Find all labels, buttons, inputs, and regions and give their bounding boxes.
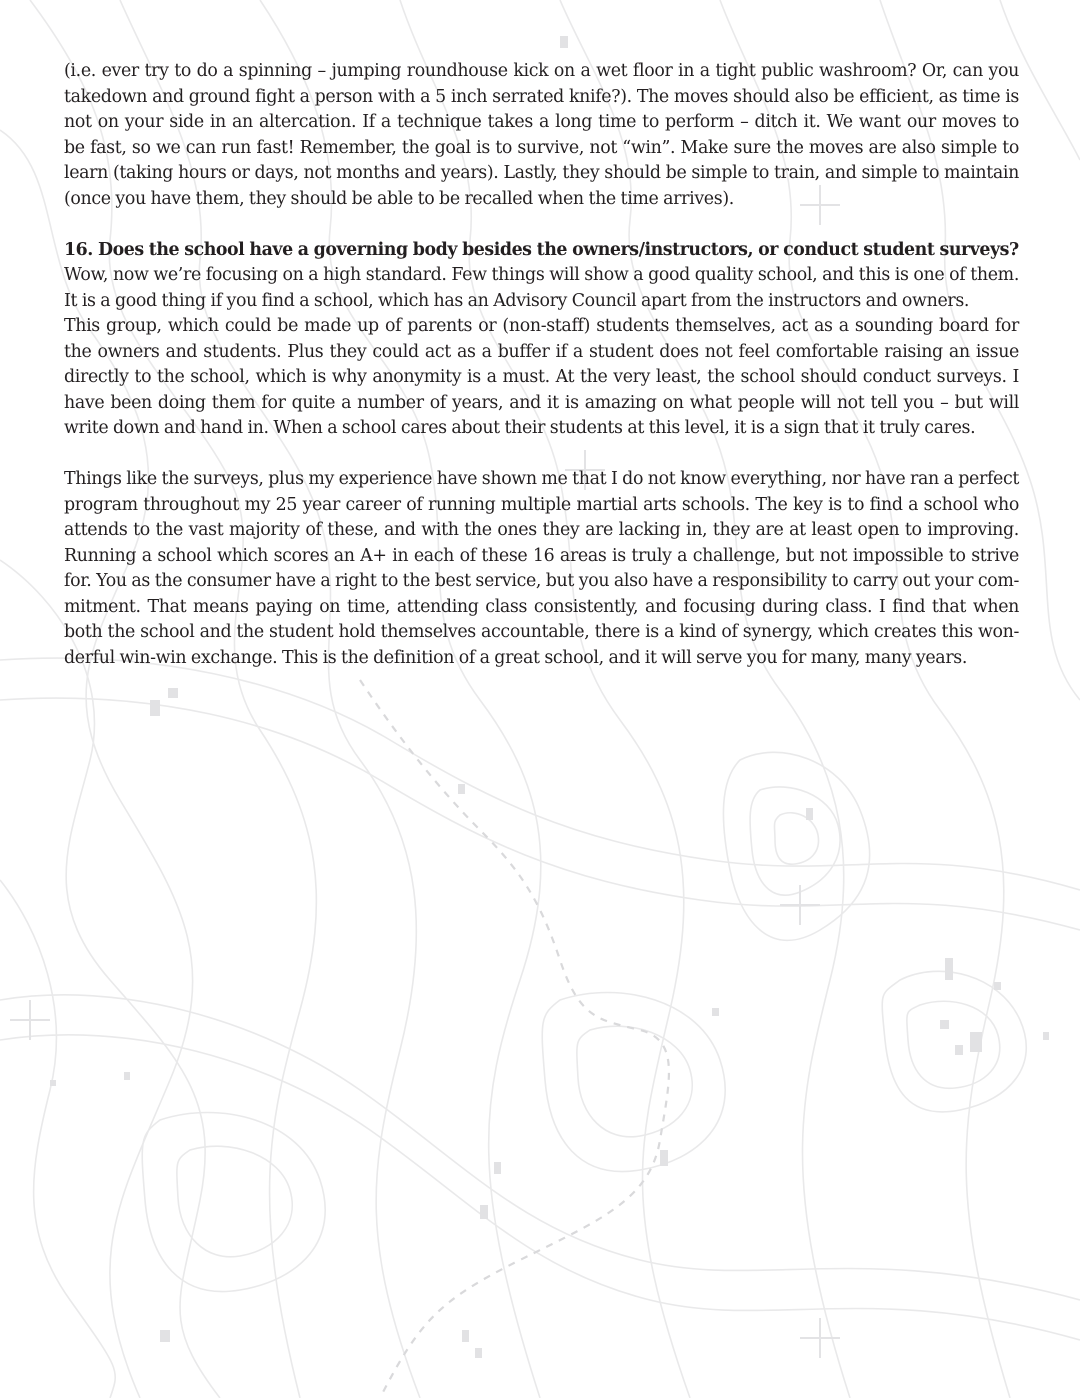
text-line: This group, which could be made up of parents or (non-staff) students themselves, act as a sounding board for: [64, 316, 1019, 336]
text-line: be fast, so we can run fast! Remember, the goal is to survive, not “win”. Make sure the moves are also simple to: [64, 137, 1019, 158]
text-line: takedown and ground fight a person with a 5 inch serrated knife?). The moves should also be efficient, as time is: [64, 86, 1019, 107]
paragraph-conclusion: [64, 467, 1019, 671]
text-line: (i.e. ever try to do a spinning – jumping roundhouse kick on a wet floor in a tight public washroom? Or, can you: [64, 61, 1019, 81]
section-16-heading: 16. Does the school have a governing body besides the owners/instructors, or conduct student surveys?: [64, 239, 1019, 260]
text-line: learn (taking hours or days, not months and years). Lastly, they should be simple to train, and simple to maintain: [64, 163, 1019, 183]
document-body: [64, 59, 1019, 671]
text-line: derful win-win exchange. This is the definition of a great school, and it will serve you for many, many years.: [64, 647, 968, 668]
text-line: the owners and students. Plus they could act as a buffer if a student does not feel comfortable raising an issue: [64, 341, 1019, 362]
text-line: not on your side in an altercation. If a technique takes a long time to perform – ditch it. We want our moves to: [64, 112, 1019, 132]
text-line: Wow, now we’re focusing on a high standard. Few things will show a good quality school, and this is one of them.: [64, 265, 1019, 285]
text-line: mitment. That means paying on time, attending class consistently, and focusing during class. I find that when: [64, 596, 1019, 617]
text-line: attends to the vast majority of these, and with the ones they are lacking in, they are at least open to improving.: [64, 520, 1019, 540]
text-line: program throughout my 25 year career of running multiple martial arts schools. The key is to find a school who: [64, 494, 1019, 515]
text-line: have been doing them for quite a number of years, and it is amazing on what people will not tell you – but will: [64, 392, 1019, 413]
section-16: [64, 238, 1019, 442]
text-line: (once you have them, they should be able to be recalled when the time arrives).: [64, 188, 734, 209]
text-line: write down and hand in. When a school cares about their students at this level, it is a sign that it truly cares.: [64, 418, 976, 438]
paragraph-gap: [64, 212, 1019, 238]
text-line: directly to the school, which is why anonymity is a must. At the very least, the school should conduct surveys. I: [64, 367, 1019, 387]
paragraph-gap: [64, 442, 1019, 468]
paragraph-techniques: [64, 59, 1019, 212]
text-line: Running a school which scores an A+ in each of these 16 areas is truly a challenge, but not impossible to strive: [64, 545, 1019, 566]
text-line: It is a good thing if you find a school, which has an Advisory Council apart from the instructors and owners.: [64, 290, 970, 311]
text-line: for. You as the consumer have a right to the best service, but you also have a responsibility to carry out your com-: [64, 571, 1019, 591]
text-line: both the school and the student hold themselves accountable, there is a kind of synergy, which creates this won-: [64, 622, 1019, 642]
text-line: Things like the surveys, plus my experience have shown me that I do not know everything, nor have ran a perfect: [64, 469, 1019, 489]
